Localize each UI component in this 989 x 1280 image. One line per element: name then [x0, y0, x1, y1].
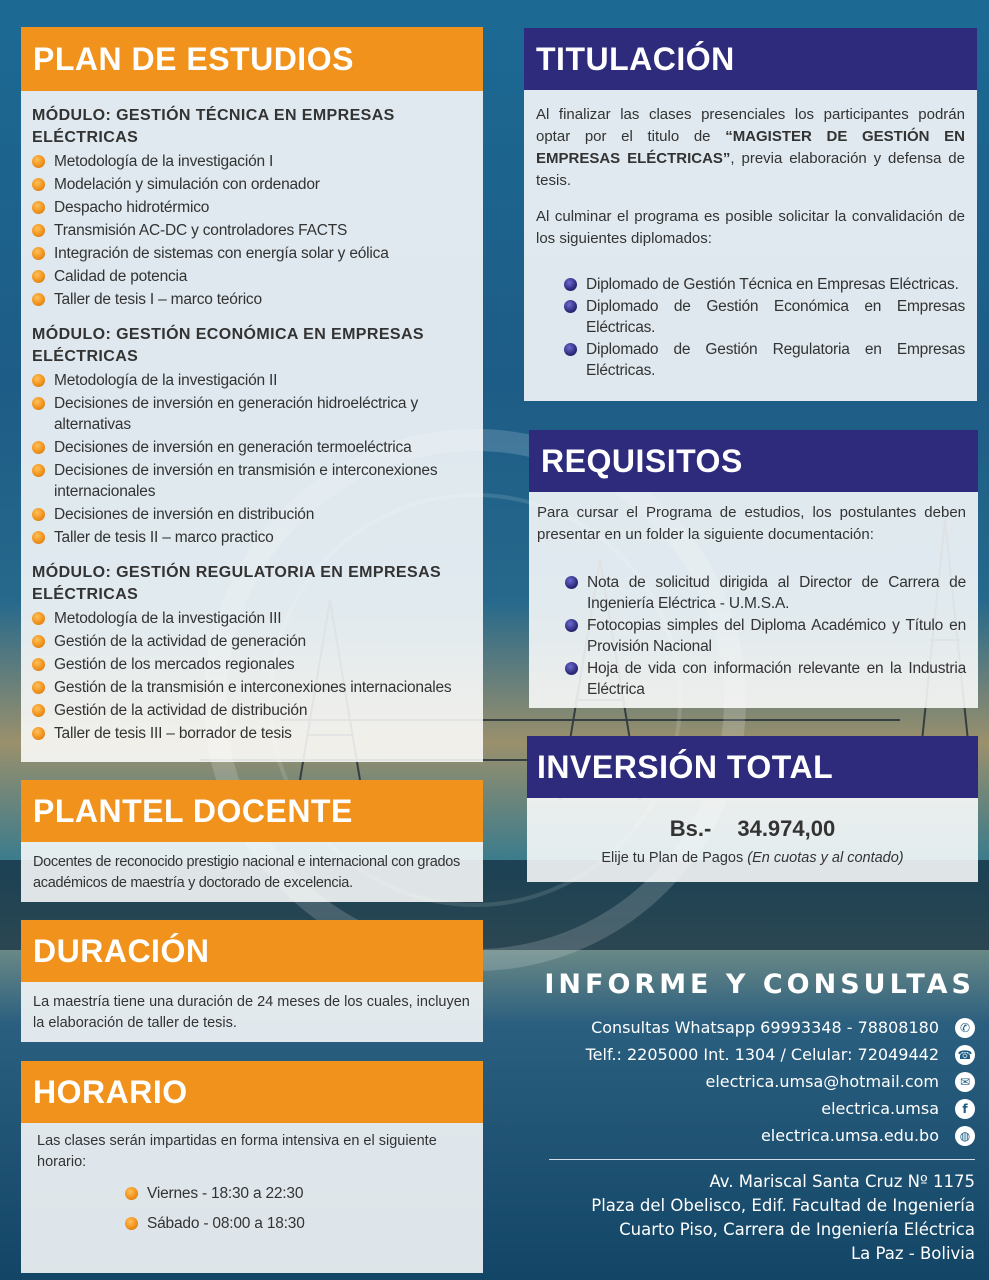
- module-tecnica: [32, 105, 469, 310]
- duracion-text: La maestría tiene una duración de 24 meses de los cuales, incluyen la elaboración de taller de tesis.: [33, 994, 470, 1031]
- list-item: Metodología de la investigación I: [32, 151, 469, 172]
- list-item: Transmisión AC-DC y controladores FACTS: [32, 220, 469, 241]
- titulacion-title: TITULACIÓN: [524, 28, 977, 90]
- orange-bullet-icon: [32, 531, 45, 544]
- list-item: Taller de tesis III – borrador de tesis: [32, 723, 469, 744]
- list-item: Gestión de la actividad de generación: [32, 631, 469, 652]
- inversion-total-body: [527, 798, 978, 882]
- list-item: Taller de tesis I – marco teórico: [32, 289, 469, 310]
- duracion-section: [21, 920, 483, 1042]
- navy-bullet-icon: [565, 619, 578, 632]
- list-item: Modelación y simulación con ordenador: [32, 174, 469, 195]
- orange-bullet-icon: [32, 155, 45, 168]
- orange-bullet-icon: [32, 178, 45, 191]
- navy-bullet-icon: [564, 343, 577, 356]
- plantel-docente-body: [21, 842, 483, 902]
- requisitos-title: REQUISITOS: [529, 430, 978, 492]
- inversion-total-section: [527, 736, 978, 882]
- phone-line[interactable]: Telf.: 2205000 Int. 1304 / Celular: 72049442 ☎: [535, 1041, 975, 1068]
- titulo-name: “MAGISTER DE GESTIÓN EN EMPRESAS ELÉCTRICAS”: [536, 128, 965, 167]
- website-line[interactable]: electrica.umsa.edu.bo ◍: [535, 1122, 975, 1149]
- horario-body: [21, 1123, 483, 1273]
- list-item: Gestión de la actividad de distribución: [32, 700, 469, 721]
- whatsapp-icon: ✆: [955, 1018, 975, 1038]
- orange-bullet-icon: [32, 464, 45, 477]
- navy-bullet-icon: [564, 278, 577, 291]
- orange-bullet-icon: [32, 727, 45, 740]
- orange-bullet-icon: [32, 397, 45, 410]
- orange-bullet-icon: [32, 293, 45, 306]
- facebook-icon: f: [955, 1099, 975, 1119]
- list-item: Gestión de la transmisión e interconexiones internacionales: [32, 677, 469, 698]
- informe-title: INFORME Y CONSULTAS: [544, 969, 975, 1000]
- orange-bullet-icon: [32, 508, 45, 521]
- horario-section: [21, 1061, 483, 1273]
- informe-y-consultas-section: [535, 968, 975, 1266]
- payment-note: Elije tu Plan de Pagos (En cuotas y al contado): [601, 850, 904, 866]
- email-line[interactable]: electrica.umsa@hotmail.com ✉: [535, 1068, 975, 1095]
- inversion-total-title: INVERSIÓN TOTAL: [527, 736, 978, 798]
- list-item: Fotocopias simples del Diploma Académico y Título en Provisión Nacional: [565, 615, 966, 657]
- plan-de-estudios-title: PLAN DE ESTUDIOS: [21, 27, 483, 91]
- globe-icon: ◍: [955, 1126, 975, 1146]
- orange-bullet-icon: [32, 247, 45, 260]
- module-title: MÓDULO: GESTIÓN ECONÓMICA EN EMPRESAS ELÉCTRICAS: [32, 326, 425, 365]
- list-item: Gestión de los mercados regionales: [32, 654, 469, 675]
- orange-bullet-icon: [32, 374, 45, 387]
- list-item: Nota de solicitud dirigida al Director de Carrera de Ingeniería Eléctrica - U.M.S.A.: [565, 572, 966, 614]
- plantel-docente-section: [21, 780, 483, 902]
- price-amount: 34.974,00: [737, 816, 836, 841]
- titulacion-section: [524, 28, 977, 401]
- list-item: Hoja de vida con información relevante en la Industria Eléctrica: [565, 658, 966, 700]
- navy-bullet-icon: [564, 300, 577, 313]
- duracion-body: [21, 982, 483, 1042]
- plan-de-estudios-body: [21, 91, 483, 762]
- list-item: Diplomado de Gestión Técnica en Empresas Eléctricas.: [564, 274, 965, 295]
- titulacion-paragraph-1: Al finalizar las clases presenciales los participantes podrán optar por el titulo de “MAGISTER DE GESTIÓN EN EMPRESAS ELÉCTRICAS”, previa elaboración y defensa de tesis.: [536, 106, 965, 189]
- plantel-docente-text: Docentes de reconocido prestigio nacional e internacional con grados académicos de maestría y doctorado de excelencia.: [33, 854, 460, 891]
- requisitos-section: [529, 430, 978, 708]
- list-item: Sábado - 08:00 a 18:30: [125, 1213, 461, 1234]
- list-item: Calidad de potencia: [32, 266, 469, 287]
- navy-bullet-icon: [565, 576, 578, 589]
- list-item: Metodología de la investigación III: [32, 608, 469, 629]
- requisitos-body: [529, 492, 978, 708]
- requisitos-text: Para cursar el Programa de estudios, los postulantes deben presentar en un folder la siguiente documentación:: [537, 504, 966, 543]
- orange-bullet-icon: [125, 1187, 138, 1200]
- price: [527, 816, 978, 842]
- titulacion-body: [524, 90, 977, 401]
- orange-bullet-icon: [32, 658, 45, 671]
- titulacion-paragraph-2: Al culminar el programa es posible solicitar la convalidación de los siguientes diplomados:: [536, 208, 965, 247]
- list-item: Decisiones de inversión en transmisión e interconexiones internacionales: [32, 460, 469, 502]
- facebook-line[interactable]: electrica.umsa f: [535, 1095, 975, 1122]
- orange-bullet-icon: [32, 224, 45, 237]
- plantel-docente-title: PLANTEL DOCENTE: [21, 780, 483, 842]
- address: Av. Mariscal Santa Cruz Nº 1175 Plaza del Obelisco, Edif. Facultad de Ingeniería Cuarto Piso, Carrera de Ingeniería Eléctrica La Paz - Bolivia: [591, 1172, 975, 1263]
- module-title: MÓDULO: GESTIÓN REGULATORIA EN EMPRESAS ELÉCTRICAS: [32, 564, 442, 603]
- list-item: Metodología de la investigación II: [32, 370, 469, 391]
- duracion-title: DURACIÓN: [21, 920, 483, 982]
- orange-bullet-icon: [32, 270, 45, 283]
- orange-bullet-icon: [32, 441, 45, 454]
- module-economica: [32, 324, 469, 548]
- module-title: MÓDULO: GESTIÓN TÉCNICA EN EMPRESAS ELÉCTRICAS: [32, 107, 395, 146]
- list-item: Decisiones de inversión en distribución: [32, 504, 469, 525]
- whatsapp-line[interactable]: Consultas Whatsapp 69993348 - 78808180 ✆: [535, 1014, 975, 1041]
- horario-title: HORARIO: [21, 1061, 483, 1123]
- horario-text: Las clases serán impartidas en forma intensiva en el siguiente horario:: [37, 1133, 437, 1170]
- plan-de-estudios-section: [21, 27, 483, 762]
- list-item: Taller de tesis II – marco practico: [32, 527, 469, 548]
- orange-bullet-icon: [32, 635, 45, 648]
- module-regulatoria: [32, 562, 469, 744]
- orange-bullet-icon: [125, 1217, 138, 1230]
- price-currency: Bs.-: [669, 816, 712, 841]
- list-item: Integración de sistemas con energía solar y eólica: [32, 243, 469, 264]
- list-item: Despacho hidrotérmico: [32, 197, 469, 218]
- list-item: Decisiones de inversión en generación termoeléctrica: [32, 437, 469, 458]
- divider: [549, 1159, 975, 1160]
- orange-bullet-icon: [32, 612, 45, 625]
- list-item: Decisiones de inversión en generación hidroeléctrica y alternativas: [32, 393, 469, 435]
- orange-bullet-icon: [32, 201, 45, 214]
- list-item: Diplomado de Gestión Regulatoria en Empresas Eléctricas.: [564, 339, 965, 381]
- phone-icon: ☎: [955, 1045, 975, 1065]
- navy-bullet-icon: [565, 662, 578, 675]
- orange-bullet-icon: [32, 704, 45, 717]
- mail-icon: ✉: [955, 1072, 975, 1092]
- list-item: Viernes - 18:30 a 22:30: [125, 1183, 461, 1204]
- orange-bullet-icon: [32, 681, 45, 694]
- list-item: Diplomado de Gestión Económica en Empresas Eléctricas.: [564, 296, 965, 338]
